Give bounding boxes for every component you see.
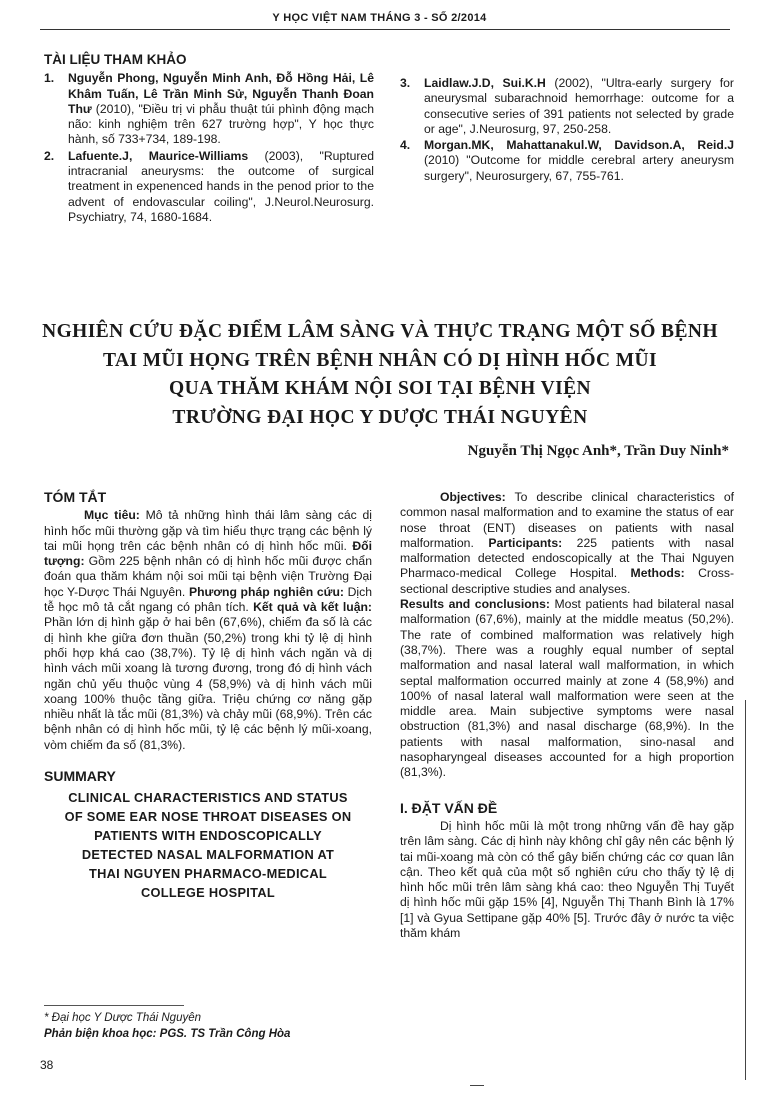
references-left — [44, 52, 374, 226]
results-en-label: Results and conclusions: — [400, 597, 550, 612]
results-en-text: Most patients had bilateral nasal malformation (67,6%), mainly at the middle meatus (50,2%). The rate of combined malformation was relatively high (38,7%). There was a roughly equal number of septal malformation and nasal lateral wall malformation, in which septal malformation occurred mainly at zone 4 (58,9%) and 100% of nasal lateral wall malformation were seen at the middle area. Main subjective symptoms were nasal obstruction (81,3%) and nasal discharge (68,9%). In the patients with nasal malformation, sino-nasal and nasopharyngeal diseases accounted for a high proportion (81,3%). — [400, 597, 734, 780]
methods-en-label: Methods: — [630, 566, 685, 581]
summary-title-line: COLLEGE HOSPITAL — [141, 885, 275, 901]
objective-label: Mục tiêu: — [84, 508, 140, 523]
references-heading: TÀI LIỆU THAM KHẢO — [44, 52, 187, 67]
subjects-text: Gồm 225 bệnh nhân có dị hình hốc mũi được chẩn đoán qua thăm khám nội soi mũi tại bệnh viện Trường Đại học Y-Dược Thái Nguyên. — [44, 554, 372, 599]
page-edge-line — [745, 700, 746, 1080]
reference-number: 2. — [44, 148, 55, 163]
reference-item — [44, 149, 374, 225]
header-divider — [40, 29, 730, 30]
reference-text — [424, 138, 734, 184]
abstract-heading: TÓM TẮT — [44, 489, 107, 505]
bottom-dash — [470, 1085, 484, 1086]
results-text: Phần lớn dị hình gặp ở hai bên (67,6%), chiếm đa số là các dị hình khe giữa đơn thuần (50,2%) trong khi tỷ lệ dị hình phối hợp khá cao (38,7%). Tỷ lệ dị hình vách ngăn và dị hình vách mũi xoang là tương đương, trong đó dị hình vách ngăn chủ yếu thuộc vùng 4 (58,9%) và dị hình vách mũi xoang 100% thuộc tầng giữa. Triệu chứng cơ năng gặp nhiều nhất là tắc mũi (81,3%) và chảy mũi (68,9%). Trên các bệnh nhân có dị hình hốc mũi, tỷ lệ các bệnh lý mũi-xoang, vòm chiếm đa số (81,3%). — [44, 615, 372, 752]
reference-rest: (2010), "Điều trị vi phẫu thuật túi phình động mạch não: kinh nghiệm trên 627 trường hợp", Y học thực hành, số 733+734, 189-198. — [68, 101, 374, 147]
reviewer-footnote: Phản biện khoa học: PGS. TS Trần Công Hòa — [44, 1028, 291, 1040]
summary-title-line: DETECTED NASAL MALFORMATION AT — [81, 847, 335, 863]
objectives-text: To describe clinical characteristics of common nasal malformation and to examine the status of ear nose throat (ENT) diseases on patients with nasal malformation. — [400, 490, 734, 550]
abstract-en-text — [400, 490, 734, 781]
page-number: 38 — [40, 1058, 54, 1072]
reference-item — [400, 76, 734, 137]
summary-title-line: OF SOME EAR NOSE THROAT DISEASES ON — [64, 809, 352, 825]
reference-rest: (2010) "Outcome for middle cerebral artery aneurysm surgery", Neurosurgery, 67, 755-761. — [424, 153, 734, 183]
title-line: TAI MŨI HỌNG TRÊN BỆNH NHÂN CÓ DỊ HÌNH HỐC MŨI — [103, 349, 657, 371]
participants-text: 225 patients with nasal malformation detected endoscopically at the Thai Nguyen Pharmaco-medical College Hospital. — [400, 535, 735, 581]
subjects-label: Đối tượng: — [44, 538, 372, 569]
reference-number: 4. — [400, 138, 411, 153]
title-line: QUA THĂM KHÁM NỘI SOI TẠI BỆNH VIỆN — [169, 378, 591, 399]
title-line: TRƯỜNG ĐẠI HỌC Y DƯỢC THÁI NGUYÊN — [172, 406, 588, 428]
footnote-divider — [44, 1005, 184, 1006]
reference-number: 3. — [400, 76, 411, 90]
methods-label: Phương pháp nghiên cứu: — [188, 584, 344, 599]
summary-title-line: THAI NGUYEN PHARMACO-MEDICAL — [88, 866, 328, 882]
results-label: Kết quả và kết luận: — [253, 600, 372, 615]
reference-authors: Lafuente.J, Maurice-Williams — [68, 148, 249, 163]
intro-text: Dị hình hốc mũi là một trong những vấn đề hay gặp trên lâm sàng. Các dị hình này không chỉ gây nên các bệnh lý tai mũi-xoang mà còn có thể gây biến chứng các cơ quan lân cận. Theo kết quả của một số nghiên cứu cho thấy tỷ lệ dị hình hốc mũi trên lâm sàng khá cao: theo Nguyễn Thị Tuyết dị hình hốc mũi gặp 15% [4], Nguyễn Thị Thanh Bình là 17% [1] và Gyua Settipane gặp 40% [5]. Trước đây ở nước ta việc thăm khám — [400, 818, 734, 941]
reference-rest: (2003), "Ruptured intracranial aneurysms: the outcome of surgical treatment in expenenced hands in the penod prior to the advent of endovascular coiling", J.Neurol.Neurosurg. Psychiatry, 74, 1680-1684. — [68, 148, 374, 224]
intro-heading: I. ĐẶT VẤN ĐỀ — [400, 799, 498, 816]
abstract-column — [44, 490, 372, 902]
summary-heading: SUMMARY — [44, 768, 116, 785]
objectives-label: Objectives: — [440, 490, 506, 504]
reference-item — [44, 71, 374, 147]
summary-title-line: CLINICAL CHARACTERISTICS AND STATUS — [68, 790, 348, 806]
summary-title-line: PATIENTS WITH ENDOSCOPICALLY — [94, 828, 322, 844]
footnotes — [44, 1010, 290, 1042]
affiliation-footnote: * Đại học Y Dược Thái Nguyên — [44, 1012, 202, 1024]
reference-text — [68, 71, 374, 147]
reference-item — [400, 138, 734, 184]
methods-text: Dịch tễ học mô tả cắt ngang có phân tích. — [44, 584, 372, 615]
article-title — [40, 318, 720, 432]
summary-title — [44, 788, 372, 902]
reference-rest: (2002), "Ultra-early surgery for aneurysmal subarachnoid hemorrhage: outcome for a consecutive series of 391 patients not selected by grade or age", J.Neurosurg, 97, 250-258. — [424, 76, 734, 136]
objective-text: Mô tả những hình thái lâm sàng các dị hình hốc mũi thường gặp và tìm hiểu thực trạng các bệnh lý tai mũi họng trên các bệnh nhân có dị hình hốc mũi. — [44, 508, 372, 553]
reference-number: 1. — [44, 71, 55, 86]
title-line: NGHIÊN CỨU ĐẶC ĐIỂM LÂM SÀNG VÀ THỰC TRẠNG MỘT SỐ BỆNH — [42, 321, 718, 342]
article-authors: Nguyễn Thị Ngọc Anh*, Trần Duy Ninh* — [467, 443, 729, 459]
methods-en-text: Cross-sectional descriptive studies and analyses. — [400, 566, 734, 596]
abstract-vi-text — [44, 508, 372, 753]
reference-authors: Nguyễn Phong, Nguyễn Minh Anh, Đỗ Hồng Hải, Lê Khâm Tuấn, Lê Trần Minh Sử, Nguyễn Thanh Đoan Thư — [68, 71, 374, 116]
reference-authors: Laidlaw.J.D, Sui.K.H — [424, 76, 546, 90]
english-abstract-column — [400, 490, 734, 941]
reference-text — [424, 76, 734, 137]
references-right — [400, 52, 734, 185]
journal-header: Y HỌC VIỆT NAM THÁNG 3 - SỐ 2/2014 — [272, 12, 487, 24]
reference-text — [68, 149, 374, 225]
reference-authors: Morgan.MK, Mahattanakul.W, Davidson.A, Reid.J — [424, 138, 734, 153]
participants-label: Participants: — [488, 535, 563, 550]
